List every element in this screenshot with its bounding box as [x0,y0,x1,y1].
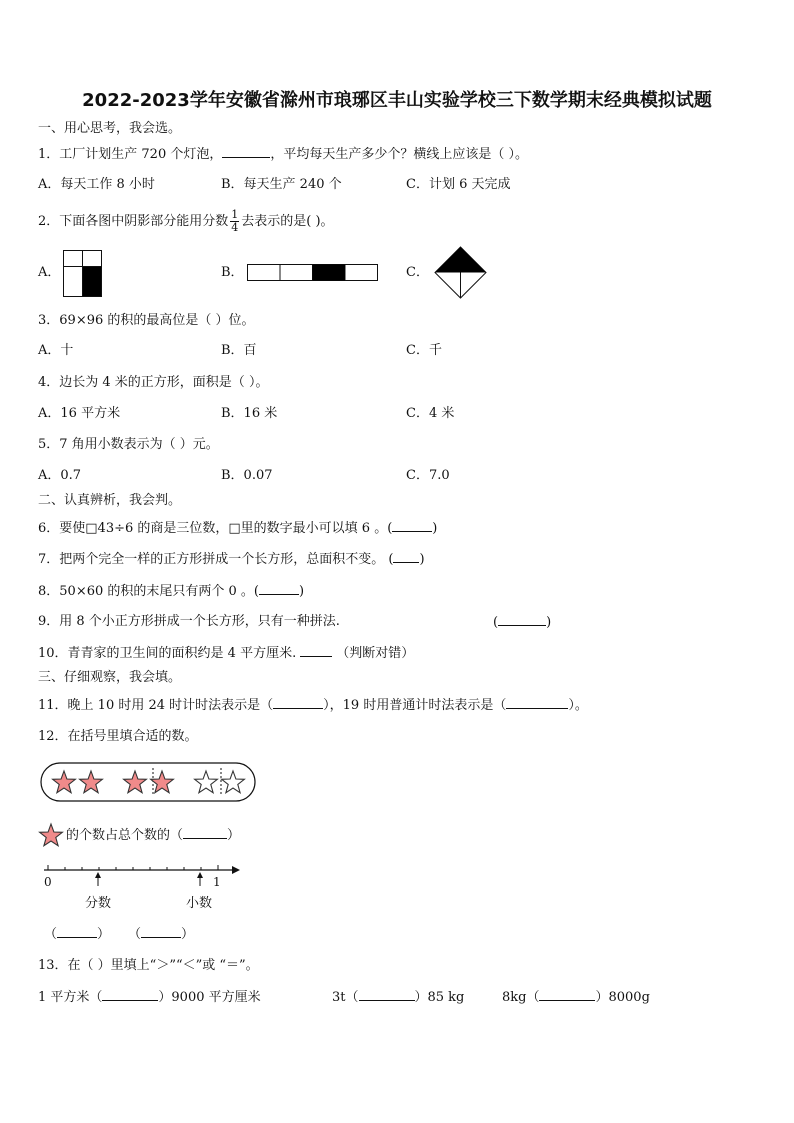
q2-prefix: 2．下面各图中阴影部分能用分数 [38,214,229,229]
q11-blank-12h[interactable] [506,696,568,709]
q12-star-close: ） [227,828,241,843]
star-filled-icon [40,824,63,846]
q11-prefix: 11．晚上 10 时用 24 时计时法表示是（ [38,698,274,713]
q13-c2-right: ）85 kg [414,990,465,1005]
q12-label-fraction: 分数 [85,896,112,911]
q13-c1-blank[interactable] [102,988,158,1001]
question-10 [38,644,414,663]
q6-close: ) [432,521,438,536]
q9-answer [493,613,551,632]
q13-compare-2 [332,988,464,1007]
q2-option-a[interactable]: A． [38,265,61,280]
q4-option-a[interactable]: A．16 平方米 [38,406,121,421]
q1-option-a[interactable]: A．每天工作 8 小时 [38,177,155,192]
q8-text: 8．50×60 的积的末尾只有两个 0 。( [38,584,259,599]
q8-close: ) [299,584,305,599]
q8-answer-blank[interactable] [259,582,299,595]
q6-answer-blank[interactable] [392,519,432,532]
q12-answer-fraction-open: （ [44,927,58,942]
q5-option-a[interactable]: A．0.7 [38,468,82,483]
q13-compare-1 [38,988,261,1007]
question-7 [38,550,425,569]
q12-answer-fraction [44,925,110,944]
q12-star-blank[interactable] [183,826,227,839]
q12-answer-decimal-close: ） [181,927,195,942]
q12-answer-decimal [128,925,194,944]
q12-axis-start: 0 [44,875,52,889]
question-9: 9．用 8 个小正方形拼成一个长方形，只有一种拼法. [38,614,340,629]
q12-star-text: 的个数占总个数的（ [66,828,184,843]
q5-option-c[interactable]: C．7.0 [406,468,450,483]
q2-figure-a [63,250,103,298]
q7-close: ) [419,552,425,567]
section-1-heading: 一、用心思考，我会选。 [38,121,182,136]
question-6 [38,519,437,538]
q10-text: 10．青青家的卫生间的面积约是 4 平方厘米. [38,646,297,661]
q12-star-group [40,762,256,802]
question-11 [38,696,588,715]
q13-c3-blank[interactable] [539,988,595,1001]
q12-star-question [66,826,240,845]
q13-c1-right: ）9000 平方厘米 [158,990,261,1005]
q2-fraction-denominator: 4 [231,221,239,234]
q7-text: 7．把两个完全一样的正方形拼成一个长方形，总面积不变。 ( [38,552,394,567]
q13-c1-left: 1 平方米（ [38,990,103,1005]
q10-answer-blank[interactable] [300,644,332,657]
question-8 [38,582,304,601]
q1-blank[interactable] [222,145,270,158]
q12-fraction-blank[interactable] [57,925,97,938]
q11-blank-24h[interactable] [273,696,323,709]
q2-option-b[interactable]: B． [221,265,244,280]
question-13: 13．在（ ）里填上“＞”“＜”或 “＝”。 [38,958,259,973]
page-title: 2022-2023学年安徽省滁州市琅琊区丰山实验学校三下数学期末经典模拟试题 [82,90,712,111]
q2-fraction-numerator: 1 [231,208,239,221]
q13-c3-left: 8kg（ [502,990,540,1005]
q1-option-b[interactable]: B．每天生产 240 个 [221,177,342,192]
q5-option-b[interactable]: B．0.07 [221,468,273,483]
q13-compare-3 [502,988,650,1007]
q1-prefix: 1．工厂计划生产 720 个灯泡， [38,147,223,162]
q2-fraction [230,209,239,234]
q9-answer-blank[interactable] [498,613,546,626]
q1-option-c[interactable]: C．计划 6 天完成 [406,177,511,192]
question-3: 3．69×96 的积的最高位是（ ）位。 [38,313,255,328]
q13-c2-blank[interactable] [359,988,415,1001]
section-2-heading: 二、认真辨析，我会判。 [38,493,182,508]
question-1 [38,145,528,164]
section-3-heading: 三、仔细观察，我会填。 [38,670,182,685]
q12-decimal-blank[interactable] [141,925,181,938]
q2-option-c[interactable]: C． [406,265,429,280]
q6-text: 6．要使□43÷6 的商是三位数，□里的数字最小可以填 6 。( [38,521,393,536]
q7-answer-blank[interactable] [393,550,419,563]
q2-figure-b [247,264,379,282]
q13-c3-right: ）8000g [595,990,650,1005]
q3-option-a[interactable]: A．十 [38,343,74,358]
q3-option-b[interactable]: B．百 [221,343,257,358]
q11-suffix: ）。 [568,698,588,713]
q13-c2-left: 3t（ [332,990,359,1005]
q9-open: ( [493,615,499,630]
question-2 [38,209,334,234]
q4-option-b[interactable]: B．16 米 [221,406,278,421]
q9-close: ) [546,615,552,630]
q1-suffix: ，平均每天生产多少个？横线上应该是（ ）。 [270,147,528,162]
q2-figure-c [434,246,488,300]
q12-answer-fraction-close: ） [97,927,111,942]
q12-legend-star-icon [38,823,64,849]
q3-option-c[interactable]: C．千 [406,343,442,358]
q11-middle: ），19 时用普通计时法表示是（ [323,698,507,713]
question-4: 4．边长为 4 米的正方形，面积是（ ）。 [38,375,269,390]
question-5: 5．7 角用小数表示为（ ）元。 [38,437,219,452]
q4-option-c[interactable]: C．4 米 [406,406,455,421]
q2-suffix: 去表示的是( )。 [241,214,334,229]
question-12: 12．在括号里填合适的数。 [38,729,198,744]
q12-label-decimal: 小数 [186,896,213,911]
q12-axis-end: 1 [213,875,221,889]
q10-suffix: （判断对错） [336,646,415,661]
q12-answer-decimal-open: （ [128,927,142,942]
